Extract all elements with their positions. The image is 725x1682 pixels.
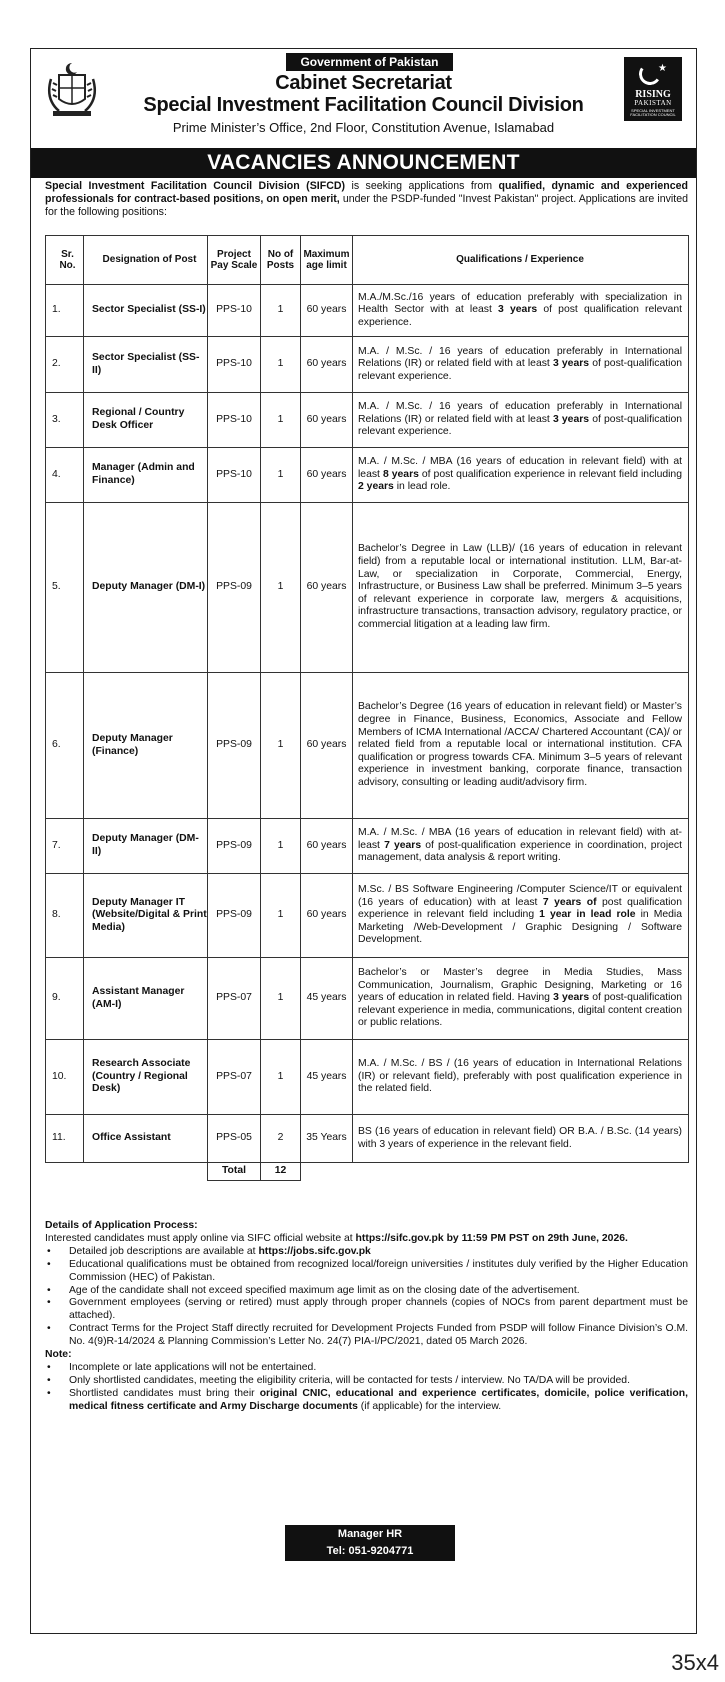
cell-qualifications: M.A. / M.Sc. / 16 years of education preferably in International Relations (IR) or related field with at least 3 years of post-qualification relevant experience.: [353, 337, 689, 393]
division-title: Special Investment Facilitation Council Division: [143, 94, 584, 116]
table-row: [46, 503, 689, 673]
secretariat-title: Cabinet Secretariat: [275, 72, 452, 94]
list-item: • Government employees (serving or retired) must apply through proper channels (copies of NOCs from parent department must be attached).: [45, 1297, 688, 1323]
cell-posts: 2: [261, 1115, 301, 1163]
cell-age: 60 years: [301, 285, 353, 337]
note-heading: Note:: [45, 1349, 72, 1361]
cell-designation: Deputy Manager IT (Website/Digital & Print Media): [84, 874, 208, 958]
cell-qualifications: M.Sc. / BS Software Engineering /Computer Science/IT or equivalent (16 years of education) with at least 7 years of post qualification experience in relevant field including 1 year in lead role in Media Marketing /Web-Development / Graphic Designing / Software Development.: [353, 874, 689, 958]
cell-age: 45 years: [301, 1040, 353, 1115]
contact-title: Manager HR: [337, 1528, 403, 1540]
cell-pay-scale: PPS-10: [208, 337, 261, 393]
cell-designation: Deputy Manager (DM-I): [84, 503, 208, 673]
cell-pay-scale: PPS-07: [208, 958, 261, 1040]
cell-designation: Deputy Manager (Finance): [84, 673, 208, 819]
cell-pay-scale: PPS-05: [208, 1115, 261, 1163]
table-row: [46, 1040, 689, 1115]
cell-sr: 3.: [46, 393, 84, 448]
cell-posts: 1: [261, 673, 301, 819]
advertisement: [30, 48, 697, 1634]
cell-age: 35 Years: [301, 1115, 353, 1163]
cell-age: 60 years: [301, 874, 353, 958]
cell-sr: 9.: [46, 958, 84, 1040]
rising-pakistan-logo: ★ RISING PAKISTAN SPECIAL INVESTMENT FACILITATION COUNCIL: [624, 57, 682, 121]
cell-pay-scale: PPS-09: [208, 819, 261, 874]
cell-designation: Sector Specialist (SS-I): [84, 285, 208, 337]
vacancies-banner: VACANCIES ANNOUNCEMENT: [31, 148, 696, 178]
cell-pay-scale: PPS-10: [208, 448, 261, 503]
list-item: • Contract Terms for the Project Staff directly recruited for Development Projects Funded from PSDP will follow Finance Division’s O.M. No. 4(9)R-14/2024 & Planning Commission’s Letter No. 24(7) PIA-I/PC/2021, dated 05 March 2026.: [45, 1323, 688, 1349]
list-item: • Shortlisted candidates must bring their original CNIC, educational and experience certificates, domicile, police verification, medical fitness certificate and Army Discharge documents (if applicable) for the interview.: [45, 1388, 688, 1414]
header-age: Maximum age limit: [301, 236, 353, 285]
cell-sr: 10.: [46, 1040, 84, 1115]
cell-posts: 1: [261, 958, 301, 1040]
cell-qualifications: M.A. / M.Sc. / 16 years of education preferably in International Relations (IR) or related field with at least 3 years of post-qualification relevant experience.: [353, 393, 689, 448]
cell-age: 60 years: [301, 503, 353, 673]
cell-sr: 7.: [46, 819, 84, 874]
cell-qualifications: M.A. / M.Sc. / MBA (16 years of education in relevant field) with at-least 7 years of post-qualification experience in coordination, project management, data analysis & report writing.: [353, 819, 689, 874]
cell-posts: 1: [261, 874, 301, 958]
total-value: 12: [261, 1163, 301, 1181]
table-row: [46, 393, 689, 448]
cell-qualifications: M.A. / M.Sc. / BS / (16 years of education in International Relations (IR) or relevant field), preferably with post qualification experience in the related field.: [353, 1040, 689, 1115]
notes-list: [45, 1362, 688, 1414]
cell-designation: Office Assistant: [84, 1115, 208, 1163]
total-row: [46, 1163, 689, 1181]
cell-sr: 4.: [46, 448, 84, 503]
header-pay-scale: Project Pay Scale: [208, 236, 261, 285]
cell-age: 60 years: [301, 448, 353, 503]
table-row: [46, 958, 689, 1040]
cell-qualifications: M.A./M.Sc./16 years of education preferably with specialization in Health Sector with at least 3 years of post qualification relevant experience.: [353, 285, 689, 337]
list-item: • Educational qualifications must be obtained from recognized local/foreign universities / institutes duly verified by the Higher Education Commission (HEC) of Pakistan.: [45, 1259, 688, 1285]
header-designation: Designation of Post: [84, 236, 208, 285]
table-row: [46, 673, 689, 819]
table-row: [46, 819, 689, 874]
table-row: [46, 874, 689, 958]
cell-qualifications: Bachelor’s Degree in Law (LLB)/ (16 years of education in relevant field) from a reputable local or international institution. LLM, Bar-at-Law, or specialization in Corporate, Commercial, Energy, Infrastructure, or Business Law shall be preferred. Minimum 3–5 years of relevant experience in corporate law, mergers & acquisitions, infrastructure transactions, transaction advisory, regulatory practice, or commercial litigation at a leading law firm.: [353, 503, 689, 673]
cell-qualifications: BS (16 years of education in relevant field) OR B.A. / B.Sc. (14 years) with 3 years of experience in the relevant field.: [353, 1115, 689, 1163]
cell-pay-scale: PPS-10: [208, 285, 261, 337]
list-item: • Age of the candidate shall not exceed specified maximum age limit as on the closing date of the advertisement.: [45, 1285, 688, 1298]
apply-instruction: Interested candidates must apply online via SIFC official website at https://sifc.gov.pk by 11:59 PM PST on 29th June, 2026.: [45, 1232, 628, 1244]
cell-designation: Research Associate (Country / Regional Desk): [84, 1040, 208, 1115]
cell-posts: 1: [261, 503, 301, 673]
cell-qualifications: Bachelor’s Degree (16 years of education in relevant field) or Master’s degree in Finance, Business, Economics, Associate and Fellow Members of ICMA International /ACCA/ Chartered Accountant (CA)/ or related field from a reputable local or international institution. CFA qualification or progress towards CFA. Minimum 3–5 years of relevant experience in investment banking, corporate finance, transaction advisory, consulting or leading audit/advisory firm.: [353, 673, 689, 819]
table-row: [46, 448, 689, 503]
cell-qualifications: M.A. / M.Sc. / MBA (16 years of education in relevant field) with at least 8 years of post qualification experience in relevant field including 2 years in lead role.: [353, 448, 689, 503]
cell-sr: 1.: [46, 285, 84, 337]
details-list: [45, 1246, 688, 1349]
cell-sr: 11.: [46, 1115, 84, 1163]
table-row: [46, 285, 689, 337]
cell-sr: 2.: [46, 337, 84, 393]
cell-pay-scale: PPS-07: [208, 1040, 261, 1115]
application-details: [45, 1220, 688, 1414]
header-qualifications: Qualifications / Experience: [353, 236, 689, 285]
cell-pay-scale: PPS-09: [208, 673, 261, 819]
government-label: Government of Pakistan: [286, 53, 453, 71]
cell-designation: Manager (Admin and Finance): [84, 448, 208, 503]
cell-sr: 8.: [46, 874, 84, 958]
table-row: [46, 337, 689, 393]
table-header-row: [46, 236, 689, 285]
header: [31, 49, 696, 174]
vacancies-table: [45, 235, 689, 1181]
cell-sr: 5.: [46, 503, 84, 673]
cell-age: 60 years: [301, 673, 353, 819]
intro-paragraph: Special Investment Facilitation Council Division (SIFCD) is seeking applications from qualified, dynamic and experienced professionals for contract-based positions, on open merit, under the PSDP-funded "Invest Pakistan" project. Applications are invited for the following positions:: [45, 180, 688, 218]
cell-designation: Sector Specialist (SS-II): [84, 337, 208, 393]
contact-phone: Tel: 051-9204771: [326, 1545, 414, 1557]
cell-age: 60 years: [301, 337, 353, 393]
cell-age: 60 years: [301, 819, 353, 874]
cell-designation: Assistant Manager (AM-I): [84, 958, 208, 1040]
cell-qualifications: Bachelor’s or Master’s degree in Media Studies, Mass Communication, Journalism, Graphic Designing, Marketing or 16 years of education in related field. Having 3 years of post-qualification relevant experience in media, communications, digital content creation or public relations.: [353, 958, 689, 1040]
cell-age: 60 years: [301, 393, 353, 448]
cell-posts: 1: [261, 1040, 301, 1115]
list-item: • Incomplete or late applications will not be entertained.: [45, 1362, 688, 1375]
star-icon: ★: [658, 63, 667, 74]
cell-posts: 1: [261, 819, 301, 874]
cell-posts: 1: [261, 393, 301, 448]
list-item: • Only shortlisted candidates, meeting the eligibility criteria, will be contacted for tests / interview. No TA/DA will be provided.: [45, 1375, 688, 1388]
office-address: Prime Minister’s Office, 2nd Floor, Constitution Avenue, Islamabad: [172, 120, 555, 135]
cell-pay-scale: PPS-09: [208, 503, 261, 673]
cell-age: 45 years: [301, 958, 353, 1040]
contact-footer: [285, 1525, 455, 1561]
cell-designation: Regional / Country Desk Officer: [84, 393, 208, 448]
ad-size-tag: 35x4: [671, 1650, 719, 1675]
cell-pay-scale: PPS-09: [208, 874, 261, 958]
header-posts: No of Posts: [261, 236, 301, 285]
details-heading: Details of Application Process:: [45, 1220, 198, 1231]
table-row: [46, 1115, 689, 1163]
cell-sr: 6.: [46, 673, 84, 819]
cell-posts: 1: [261, 448, 301, 503]
cell-posts: 1: [261, 337, 301, 393]
header-sr: Sr. No.: [46, 236, 84, 285]
cell-designation: Deputy Manager (DM-II): [84, 819, 208, 874]
cell-posts: 1: [261, 285, 301, 337]
total-label: Total: [208, 1163, 261, 1181]
list-item: • Detailed job descriptions are available at https://jobs.sifc.gov.pk: [45, 1246, 688, 1259]
cell-pay-scale: PPS-10: [208, 393, 261, 448]
